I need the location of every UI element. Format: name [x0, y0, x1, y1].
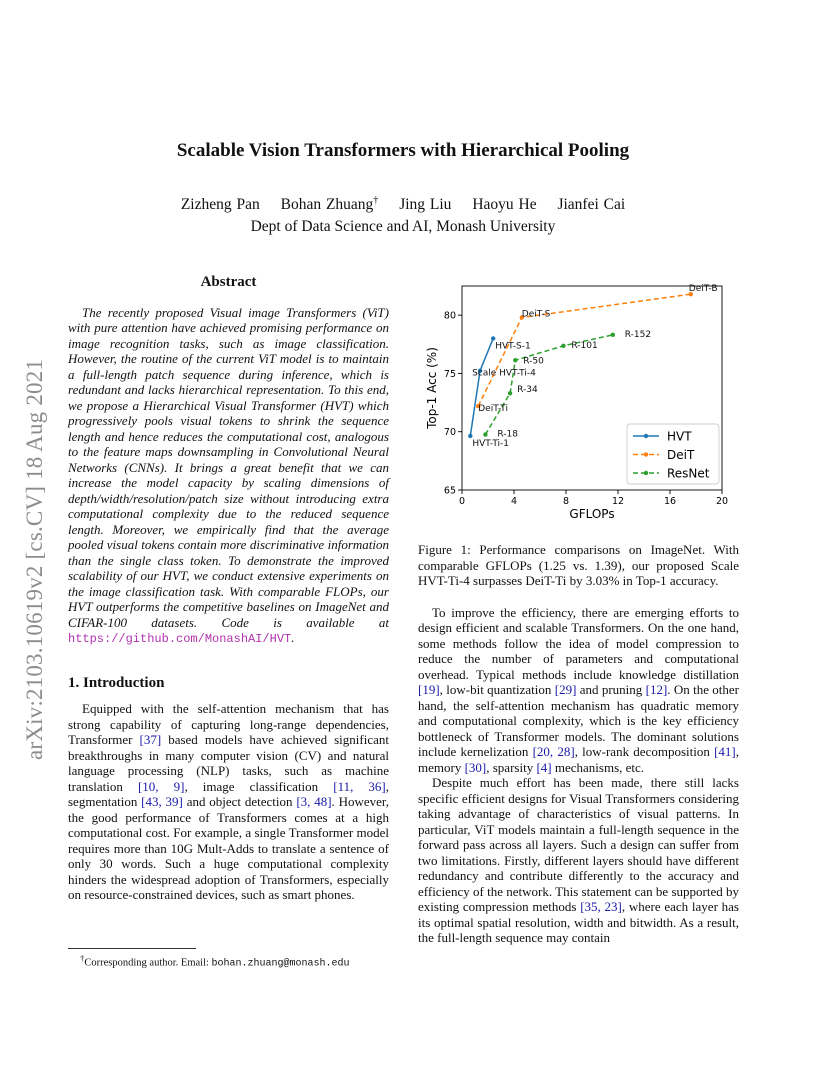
data-label: HVT-S-1 — [495, 341, 531, 352]
abstract-text: The recently proposed Visual image Transformers (ViT) with pure attention have achieved promising performance on image recognition tasks, such as image classification. However, the routine of the current ViT model is to maintain a full-length patch sequence during inference, which is redundant and lacks hierarchical representation. To this end, we propose a Hierarchical Visual Transformer (HVT) which progressively pools visual tokens to shrink the sequence length and hence reduces the computational cost, analogous to the feature maps downsampling in Convolutional Neural Networks (CNNs). It brings a great benefit that we can increase the model capacity by scaling dimensions of depth/width/resolution/patch size without introducing extra computational complexity due to the reduced sequence length. Moreover, we empirically find that the average pooled visual tokens contain more discriminative information than the single class token. To demonstrate the improved scalability of our HVT, we conduct extensive experiments on the image classification task. With comparable FLOPs, our HVT outperforms the competitive baselines on ImageNet and CIFAR-100 datasets. Code is available at https://github.com/MonashAI/HVT. — [68, 304, 389, 646]
x-tick-label: 0 — [458, 496, 466, 507]
y-tick-label: 75 — [443, 368, 456, 380]
x-tick-label: 12 — [611, 496, 625, 507]
data-label: Scale HVT-Ti-4 — [472, 368, 536, 379]
citation-link[interactable]: [4] — [536, 759, 552, 775]
legend-label: ResNet — [667, 466, 710, 481]
data-point — [483, 432, 487, 436]
y-tick-label: 80 — [443, 310, 456, 322]
data-label: DeiT-Ti — [478, 404, 509, 415]
right-column — [418, 542, 739, 946]
citation-link[interactable]: [20, 28] — [532, 744, 575, 759]
citation-link[interactable]: [43, 39] — [141, 794, 183, 809]
author-list — [0, 195, 806, 214]
data-point — [468, 434, 472, 438]
citation-link[interactable]: [29] — [554, 682, 577, 697]
legend-label: DeiT — [667, 448, 695, 462]
corresponding-author-mark: † — [373, 195, 379, 206]
data-point — [513, 358, 517, 362]
arxiv-identifier: arXiv:2103.10619v2 [cs.CV] 18 Aug 2021 — [22, 358, 47, 760]
author-name: Haoyu He — [472, 196, 537, 214]
citation-link[interactable]: [35, 23] — [580, 899, 622, 914]
x-tick-label: 8 — [562, 496, 570, 507]
performance-chart — [420, 278, 740, 520]
legend-marker — [644, 452, 648, 456]
citation-link[interactable]: [37] — [139, 732, 162, 747]
legend-marker — [644, 471, 648, 475]
y-axis-label: Top-1 Acc (%) — [425, 347, 439, 429]
body-paragraph: To improve the efficiency, there are emerging efforts to design efficient and scalable Transformers. On the one hand, some methods follow the idea of model compression to reduce the number of parameters and computational overhead. Typical methods include knowledge distillation [19], low-bit quantization [29] and pruning [12]. On the other hand, the self-attention mechanism has quadratic memory and computational complexity, which is the key efficiency bottleneck of Transformer models. The dominant solutions include kernelization [20, 28], low-rank decomposition [41], memory [30], sparsity [4] mechanisms, etc. — [418, 604, 740, 775]
figure-caption: Figure 1: Performance comparisons on ImageNet. With comparable GFLOPs (1.25 vs. 1.39), our proposed Scale HVT-Ti-4 surpasses DeiT-Ti by 3.03% in Top-1 accuracy. — [418, 542, 739, 588]
citation-link[interactable]: [11, 36] — [333, 778, 386, 794]
x-tick-label: 4 — [510, 496, 518, 507]
data-point — [508, 391, 512, 395]
intro-paragraph: Equipped with the self-attention mechanism that has strong capability of capturing long-range dependencies, Transformer [37] based models have achieved significant breakthroughs in many computer vision (CV) and natural language processing (NLP) tasks, such as machine translation [10, 9], image classification [11, 36], segmentation [43, 39] and object detection [3, 48]. However, the good performance of Transformers comes at a high computational cost. For example, a single Transformer model requires more than 10G Mult-Adds to translate a sentence of only 30 words. Such a huge computational complexity hinders the widespread adoption of Transformers, especially on resource-constrained devices, such as smart phones. — [68, 701, 390, 902]
author-name: Jing Liu — [399, 196, 452, 214]
citation-link[interactable]: [3, 48] — [296, 794, 332, 809]
data-point — [611, 333, 615, 337]
author-name: Bohan Zhuang† — [280, 195, 379, 214]
data-label: R-152 — [624, 329, 652, 340]
legend-label: HVT — [667, 429, 692, 444]
data-label: HVT-Ti-1 — [472, 438, 510, 449]
data-point — [491, 336, 495, 340]
y-tick-label: 65 — [443, 485, 456, 497]
body-paragraph: Despite much effort has been made, there still lacks specific efficient designs for Visual Transformers considering taking advantage of characteristics of visual patterns. In particular, ViT models maintain a full-length sequence in the forward pass across all layers. Such a design can suffer from two limitations. Firstly, different layers should have different redundancy and contribute differently to the accuracy and efficiency of the network. This statement can be supported by existing compression methods [35, 23], where each layer has its optimal spatial resolution, width and bitwidth. As a result, the full-length sequence may contain — [418, 775, 739, 945]
code-link[interactable]: https://github.com/MonashAI/HVT — [68, 632, 292, 646]
paper-title: Scalable Vision Transformers with Hierarchical Pooling — [176, 140, 630, 161]
data-point — [561, 344, 565, 348]
citation-link[interactable]: [12] — [645, 682, 668, 697]
data-label: R-50 — [523, 356, 544, 367]
data-label: R-18 — [497, 429, 518, 440]
data-label: R-34 — [517, 385, 538, 396]
x-tick-label: 20 — [715, 496, 729, 507]
footnote: †Corresponding author. Email: bohan.zhuang@monash.edu — [80, 953, 350, 970]
citation-link[interactable]: [30] — [464, 759, 487, 775]
abstract-heading: Abstract — [200, 274, 257, 290]
affiliation: Dept of Data Science and AI, Monash University — [250, 218, 556, 235]
section-heading-introduction: 1. Introduction — [68, 674, 165, 691]
citation-link[interactable]: [19] — [418, 682, 440, 697]
left-column — [68, 270, 389, 903]
citation-link[interactable]: [41] — [714, 744, 736, 759]
author-name: Zizheng Pan — [180, 196, 260, 214]
y-tick-label: 70 — [443, 427, 456, 439]
x-tick-label: 16 — [663, 496, 677, 507]
corresponding-email: bohan.zhuang@monash.edu — [211, 958, 350, 970]
data-label: DeiT-B — [688, 284, 718, 295]
author-name: Jianfei Cai — [557, 196, 626, 214]
x-axis-label: GFLOPs — [569, 507, 615, 520]
citation-link[interactable]: [10, 9] — [137, 778, 185, 794]
series-line — [470, 338, 493, 435]
footnote-divider — [68, 948, 196, 949]
legend-marker — [644, 434, 648, 438]
data-label: DeiT-S — [521, 309, 551, 320]
data-label: R-101 — [571, 340, 598, 351]
